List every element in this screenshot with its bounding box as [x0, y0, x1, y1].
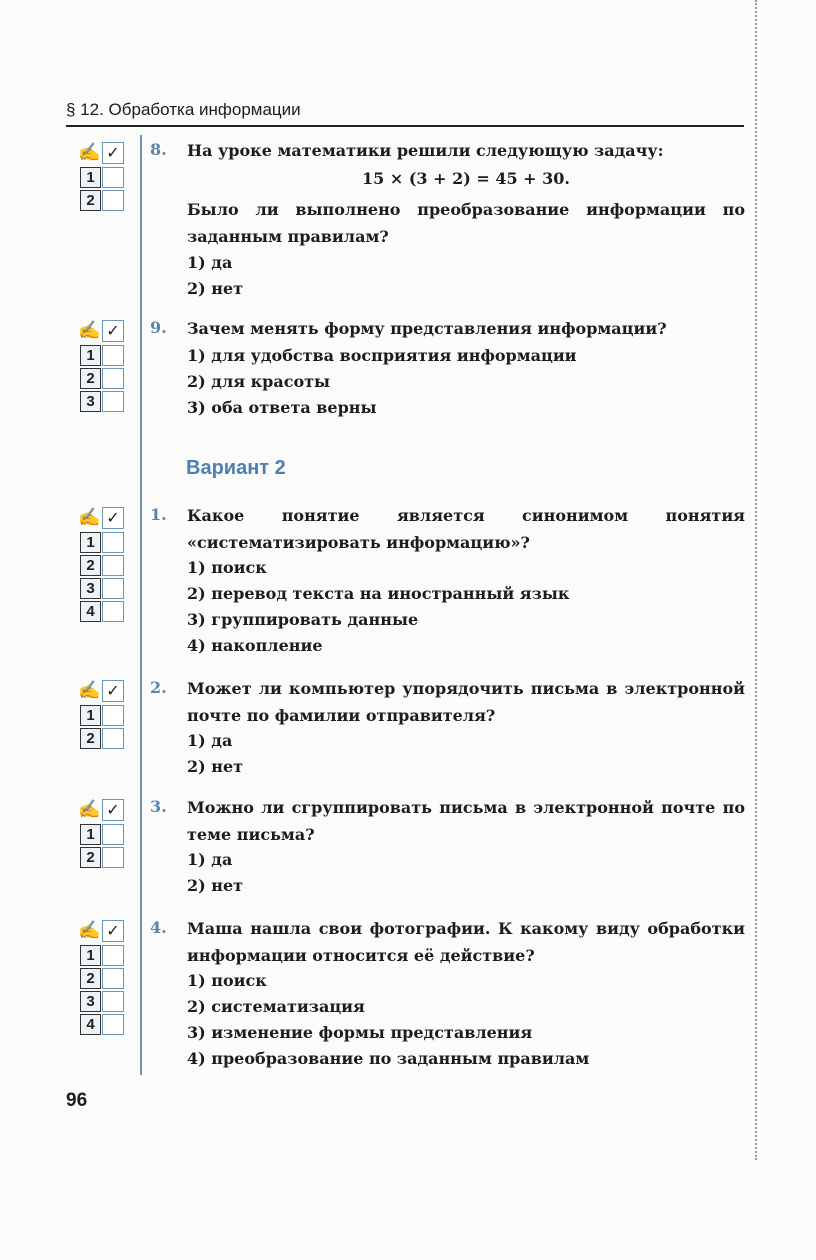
check-icon[interactable]: ✓ — [102, 142, 124, 164]
section-header: § 12. Обработка информации — [66, 100, 744, 127]
answer-box[interactable] — [102, 532, 124, 553]
option: 1) для удобства восприятия информации — [187, 346, 577, 365]
answer-box-label: 1 — [80, 705, 101, 726]
answer-box[interactable] — [102, 190, 124, 211]
answer-box-label: 3 — [80, 578, 101, 599]
page-number: 96 — [66, 1090, 88, 1111]
options-list — [187, 250, 745, 302]
margin-rule — [140, 135, 142, 1075]
pencil-crossed-icon: ✍ — [78, 920, 101, 941]
answer-box[interactable] — [102, 1014, 124, 1035]
answer-box-label: 2 — [80, 968, 101, 989]
answer-box[interactable] — [102, 601, 124, 622]
option: 1) да — [187, 731, 233, 750]
question-number: 1. — [150, 505, 167, 524]
option: 2) для красоты — [187, 372, 331, 391]
answer-box-label: 1 — [80, 824, 101, 845]
option: 2) перевод текста на иностранный язык — [187, 584, 570, 603]
answer-box-label: 2 — [80, 190, 101, 211]
option: 1) поиск — [187, 558, 267, 577]
question-text: Можно ли сгруппировать письма в электронной почте по теме письма? — [187, 798, 745, 844]
option: 3) оба ответа верны — [187, 398, 377, 417]
answer-box-label: 2 — [80, 368, 101, 389]
answer-box-label: 4 — [80, 601, 101, 622]
check-icon[interactable]: ✓ — [102, 920, 124, 942]
answer-box-label: 1 — [80, 945, 101, 966]
pencil-crossed-icon: ✍ — [78, 507, 101, 528]
answer-box[interactable] — [102, 847, 124, 868]
answer-box[interactable] — [102, 728, 124, 749]
options-list — [187, 728, 745, 780]
answer-boxes — [78, 799, 128, 869]
option: 3) изменение формы представления — [187, 1023, 533, 1042]
question-text: На уроке математики решили следующую задачу: — [187, 141, 664, 160]
option: 4) преобразование по заданным правилам — [187, 1049, 590, 1068]
question-text: Маша нашла свои фотографии. К какому виду обработки информации относится её действие? — [187, 919, 745, 965]
answer-box[interactable] — [102, 991, 124, 1012]
options-list — [187, 968, 745, 1072]
check-icon[interactable]: ✓ — [102, 799, 124, 821]
option: 2) нет — [187, 757, 244, 776]
question-text-continued: Было ли выполнено преобразование информации по заданным правилам? — [187, 200, 745, 246]
answer-boxes — [78, 920, 128, 1036]
check-icon[interactable]: ✓ — [102, 507, 124, 529]
question-number: 9. — [150, 318, 167, 337]
option: 1) да — [187, 850, 233, 869]
answer-box-label: 2 — [80, 847, 101, 868]
answer-box-label: 3 — [80, 991, 101, 1012]
option: 1) поиск — [187, 971, 267, 990]
answer-box[interactable] — [102, 555, 124, 576]
question-text: Какое понятие является синонимом понятия «систематизировать информацию»? — [187, 506, 745, 552]
answer-box-label: 1 — [80, 167, 101, 188]
answer-boxes — [78, 320, 128, 413]
pencil-crossed-icon: ✍ — [78, 799, 101, 820]
page-edge-dots — [755, 0, 757, 1160]
answer-box-label: 2 — [80, 728, 101, 749]
answer-box[interactable] — [102, 368, 124, 389]
question-text: Может ли компьютер упорядочить письма в электронной почте по фамилии отправителя? — [187, 679, 745, 725]
check-icon[interactable]: ✓ — [102, 320, 124, 342]
answer-box[interactable] — [102, 578, 124, 599]
option: 3) группировать данные — [187, 610, 419, 629]
option: 2) нет — [187, 279, 244, 298]
answer-box[interactable] — [102, 824, 124, 845]
answer-box-label: 4 — [80, 1014, 101, 1035]
answer-box[interactable] — [102, 167, 124, 188]
answer-box[interactable] — [102, 705, 124, 726]
answer-boxes — [78, 142, 128, 212]
pencil-crossed-icon: ✍ — [78, 680, 101, 701]
answer-box[interactable] — [102, 345, 124, 366]
option: 2) систематизация — [187, 997, 365, 1016]
question-number: 4. — [150, 918, 167, 937]
question-number: 3. — [150, 797, 167, 816]
options-list — [187, 555, 745, 659]
answer-box[interactable] — [102, 391, 124, 412]
question-number: 8. — [150, 140, 167, 159]
options-list — [187, 343, 745, 421]
check-icon[interactable]: ✓ — [102, 680, 124, 702]
answer-box-label: 1 — [80, 532, 101, 553]
answer-box-label: 1 — [80, 345, 101, 366]
formula: 15 × (3 + 2) = 45 + 30. — [362, 169, 570, 188]
answer-box[interactable] — [102, 945, 124, 966]
question-number: 2. — [150, 678, 167, 697]
answer-box[interactable] — [102, 968, 124, 989]
question-text: Зачем менять форму представления информации? — [187, 319, 667, 338]
answer-box-label: 2 — [80, 555, 101, 576]
answer-boxes — [78, 507, 128, 623]
options-list — [187, 847, 745, 899]
option: 4) накопление — [187, 636, 323, 655]
option: 1) да — [187, 253, 233, 272]
option: 2) нет — [187, 876, 244, 895]
variant-title: Вариант 2 — [186, 457, 286, 479]
pencil-crossed-icon: ✍ — [78, 142, 101, 163]
answer-boxes — [78, 680, 128, 750]
answer-box-label: 3 — [80, 391, 101, 412]
pencil-crossed-icon: ✍ — [78, 320, 101, 341]
